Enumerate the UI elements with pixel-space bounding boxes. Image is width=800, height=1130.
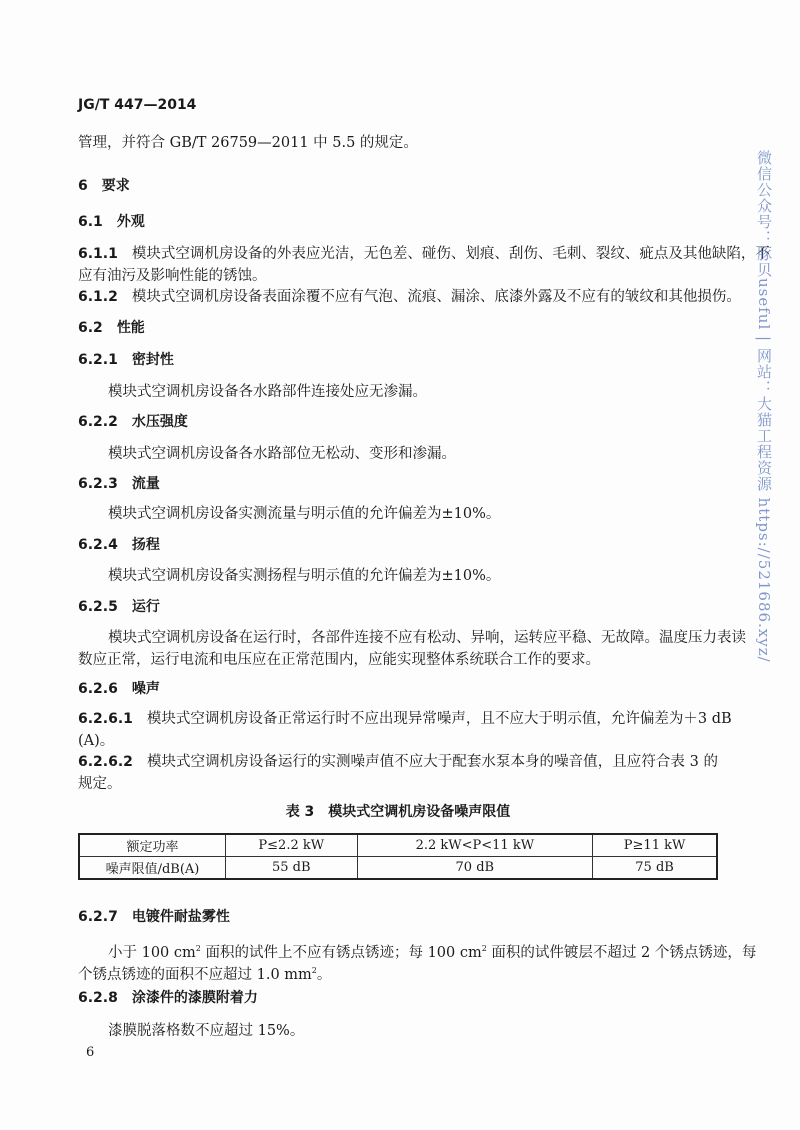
text-6-2-8: 漆膜脱落格数不应超过 15%。 [108, 1023, 305, 1039]
clause-text: 模块式空调机房设备表面涂覆不应有气泡、流痕、漏涂、底漆外露及不应有的皱纹和其他损伤。 [131, 289, 741, 305]
heading-6-2-3 [78, 473, 718, 495]
section-title: 性能 [116, 320, 145, 336]
text-6-2-2: 模块式空调机房设备各水路部位无松动、变形和渗漏。 [108, 446, 456, 462]
clause-text: 模块式空调机房设备的外表应光洁，无色差、碰伤、划痕、刮伤、毛刺、裂纹、疵点及其他缺陷，不 [131, 246, 770, 262]
clause-number: 6.1.1 [78, 246, 118, 262]
superscript: 2 [481, 944, 487, 953]
text: 面积的试件上不应有锈点锈迹；每 100 cm [200, 944, 482, 961]
clause-6-2-6-2-line2: 规定。 [78, 776, 122, 792]
section-number: 6 [78, 178, 88, 194]
section-number: 6.2.5 [78, 599, 118, 615]
text: 个锈点锈迹的面积不应超过 1.0 mm [78, 966, 312, 983]
heading-6 [78, 175, 718, 197]
heading-6-2-6 [78, 678, 718, 700]
clause-text: 模块式空调机房设备正常运行时不应出现异常噪声，且不应大于明示值，允许偏差为＋3 dB [146, 711, 732, 727]
superscript: 2 [311, 966, 317, 975]
heading-6-2-5 [78, 596, 718, 618]
heading-6-2-2 [78, 411, 718, 433]
watermark: 微信公众号：豚贝useful | 网站：大猫工程资源 https://521686.xyz/ [755, 150, 773, 663]
heading-6-2-4 [78, 534, 718, 556]
table-cell: P≤2.2 kW [226, 834, 358, 857]
table-cell: P≥11 kW [593, 834, 717, 857]
table-header-row [79, 834, 717, 857]
section-number: 6.2.2 [78, 414, 118, 430]
text-6-2-3: 模块式空调机房设备实测流量与明示值的允许偏差为±10%。 [108, 506, 501, 522]
section-title: 扬程 [131, 537, 160, 553]
text: 面积的试件镀层不超过 2 个锈点锈迹，每 [486, 944, 757, 961]
section-number: 6.2 [78, 320, 103, 336]
section-title: 涂漆件的漆膜附着力 [131, 990, 258, 1006]
heading-6-2-7 [78, 906, 718, 928]
table-cell: 70 dB [357, 857, 593, 880]
clause-number: 6.2.6.1 [78, 711, 133, 727]
paragraph-intro: 管理，并符合 GB/T 26759—2011 中 5.5 的规定。 [78, 135, 418, 151]
text-6-2-4: 模块式空调机房设备实测扬程与明示值的允许偏差为±10%。 [108, 568, 501, 584]
text-6-2-7-line2 [78, 960, 718, 986]
clause-6-2-6-2-line1 [78, 751, 718, 773]
section-number: 6.2.1 [78, 352, 118, 368]
section-title: 流量 [131, 476, 160, 492]
page-number: 6 [86, 1045, 95, 1060]
table-cell: 额定功率 [79, 834, 226, 857]
clause-number: 6.1.2 [78, 289, 118, 305]
superscript: 2 [195, 944, 201, 953]
heading-6-2-8 [78, 987, 718, 1009]
section-number: 6.2.7 [78, 909, 118, 925]
section-title: 噪声 [131, 681, 160, 697]
clause-text: 模块式空调机房设备运行的实测噪声值不应大于配套水泵本身的噪音值，且应符合表 3 的 [146, 754, 718, 770]
table-cell: 2.2 kW<P<11 kW [357, 834, 593, 857]
heading-6-1 [78, 211, 718, 233]
noise-limit-table [78, 833, 718, 880]
table-row [79, 857, 717, 880]
heading-6-2-1 [78, 349, 718, 371]
text-6-2-5-line1: 模块式空调机房设备在运行时，各部件连接不应有松动、异响，运转应平稳、无故障。温度压力表读 [108, 630, 746, 646]
text-6-2-1: 模块式空调机房设备各水路部件连接处应无渗漏。 [108, 384, 427, 400]
section-number: 6.2.3 [78, 476, 118, 492]
section-title: 电镀件耐盐雾性 [131, 909, 230, 925]
document-code: JG/T 447—2014 [78, 97, 197, 113]
table-cell: 噪声限值/dB(A) [79, 857, 226, 880]
clause-6-1-2 [78, 286, 741, 308]
text-6-2-5-line2: 数应正常，运行电流和电压应在正常范围内，应能实现整体系统联合工作的要求。 [78, 652, 600, 668]
clause-6-1-1-line1 [78, 243, 770, 265]
clause-number: 6.2.6.2 [78, 754, 133, 770]
clause-6-1-1-line2: 应有油污及影响性能的锈蚀。 [78, 268, 267, 284]
section-title: 要求 [101, 178, 130, 194]
text: 小于 100 cm [108, 944, 196, 961]
section-number: 6.2.8 [78, 990, 118, 1006]
heading-6-2 [78, 317, 718, 339]
table-cell: 55 dB [226, 857, 358, 880]
table-cell: 75 dB [593, 857, 717, 880]
section-number: 6.2.6 [78, 681, 118, 697]
section-title: 水压强度 [131, 414, 188, 430]
section-title: 运行 [131, 599, 160, 615]
clause-6-2-6-1-line1 [78, 708, 732, 730]
text: 。 [316, 966, 332, 983]
clause-6-2-6-1-line2: (A)。 [78, 733, 115, 749]
section-title: 密封性 [131, 352, 174, 368]
section-number: 6.1 [78, 214, 103, 230]
section-number: 6.2.4 [78, 537, 118, 553]
table-caption: 表 3 模块式空调机房设备噪声限值 [285, 804, 511, 820]
section-title: 外观 [116, 214, 145, 230]
